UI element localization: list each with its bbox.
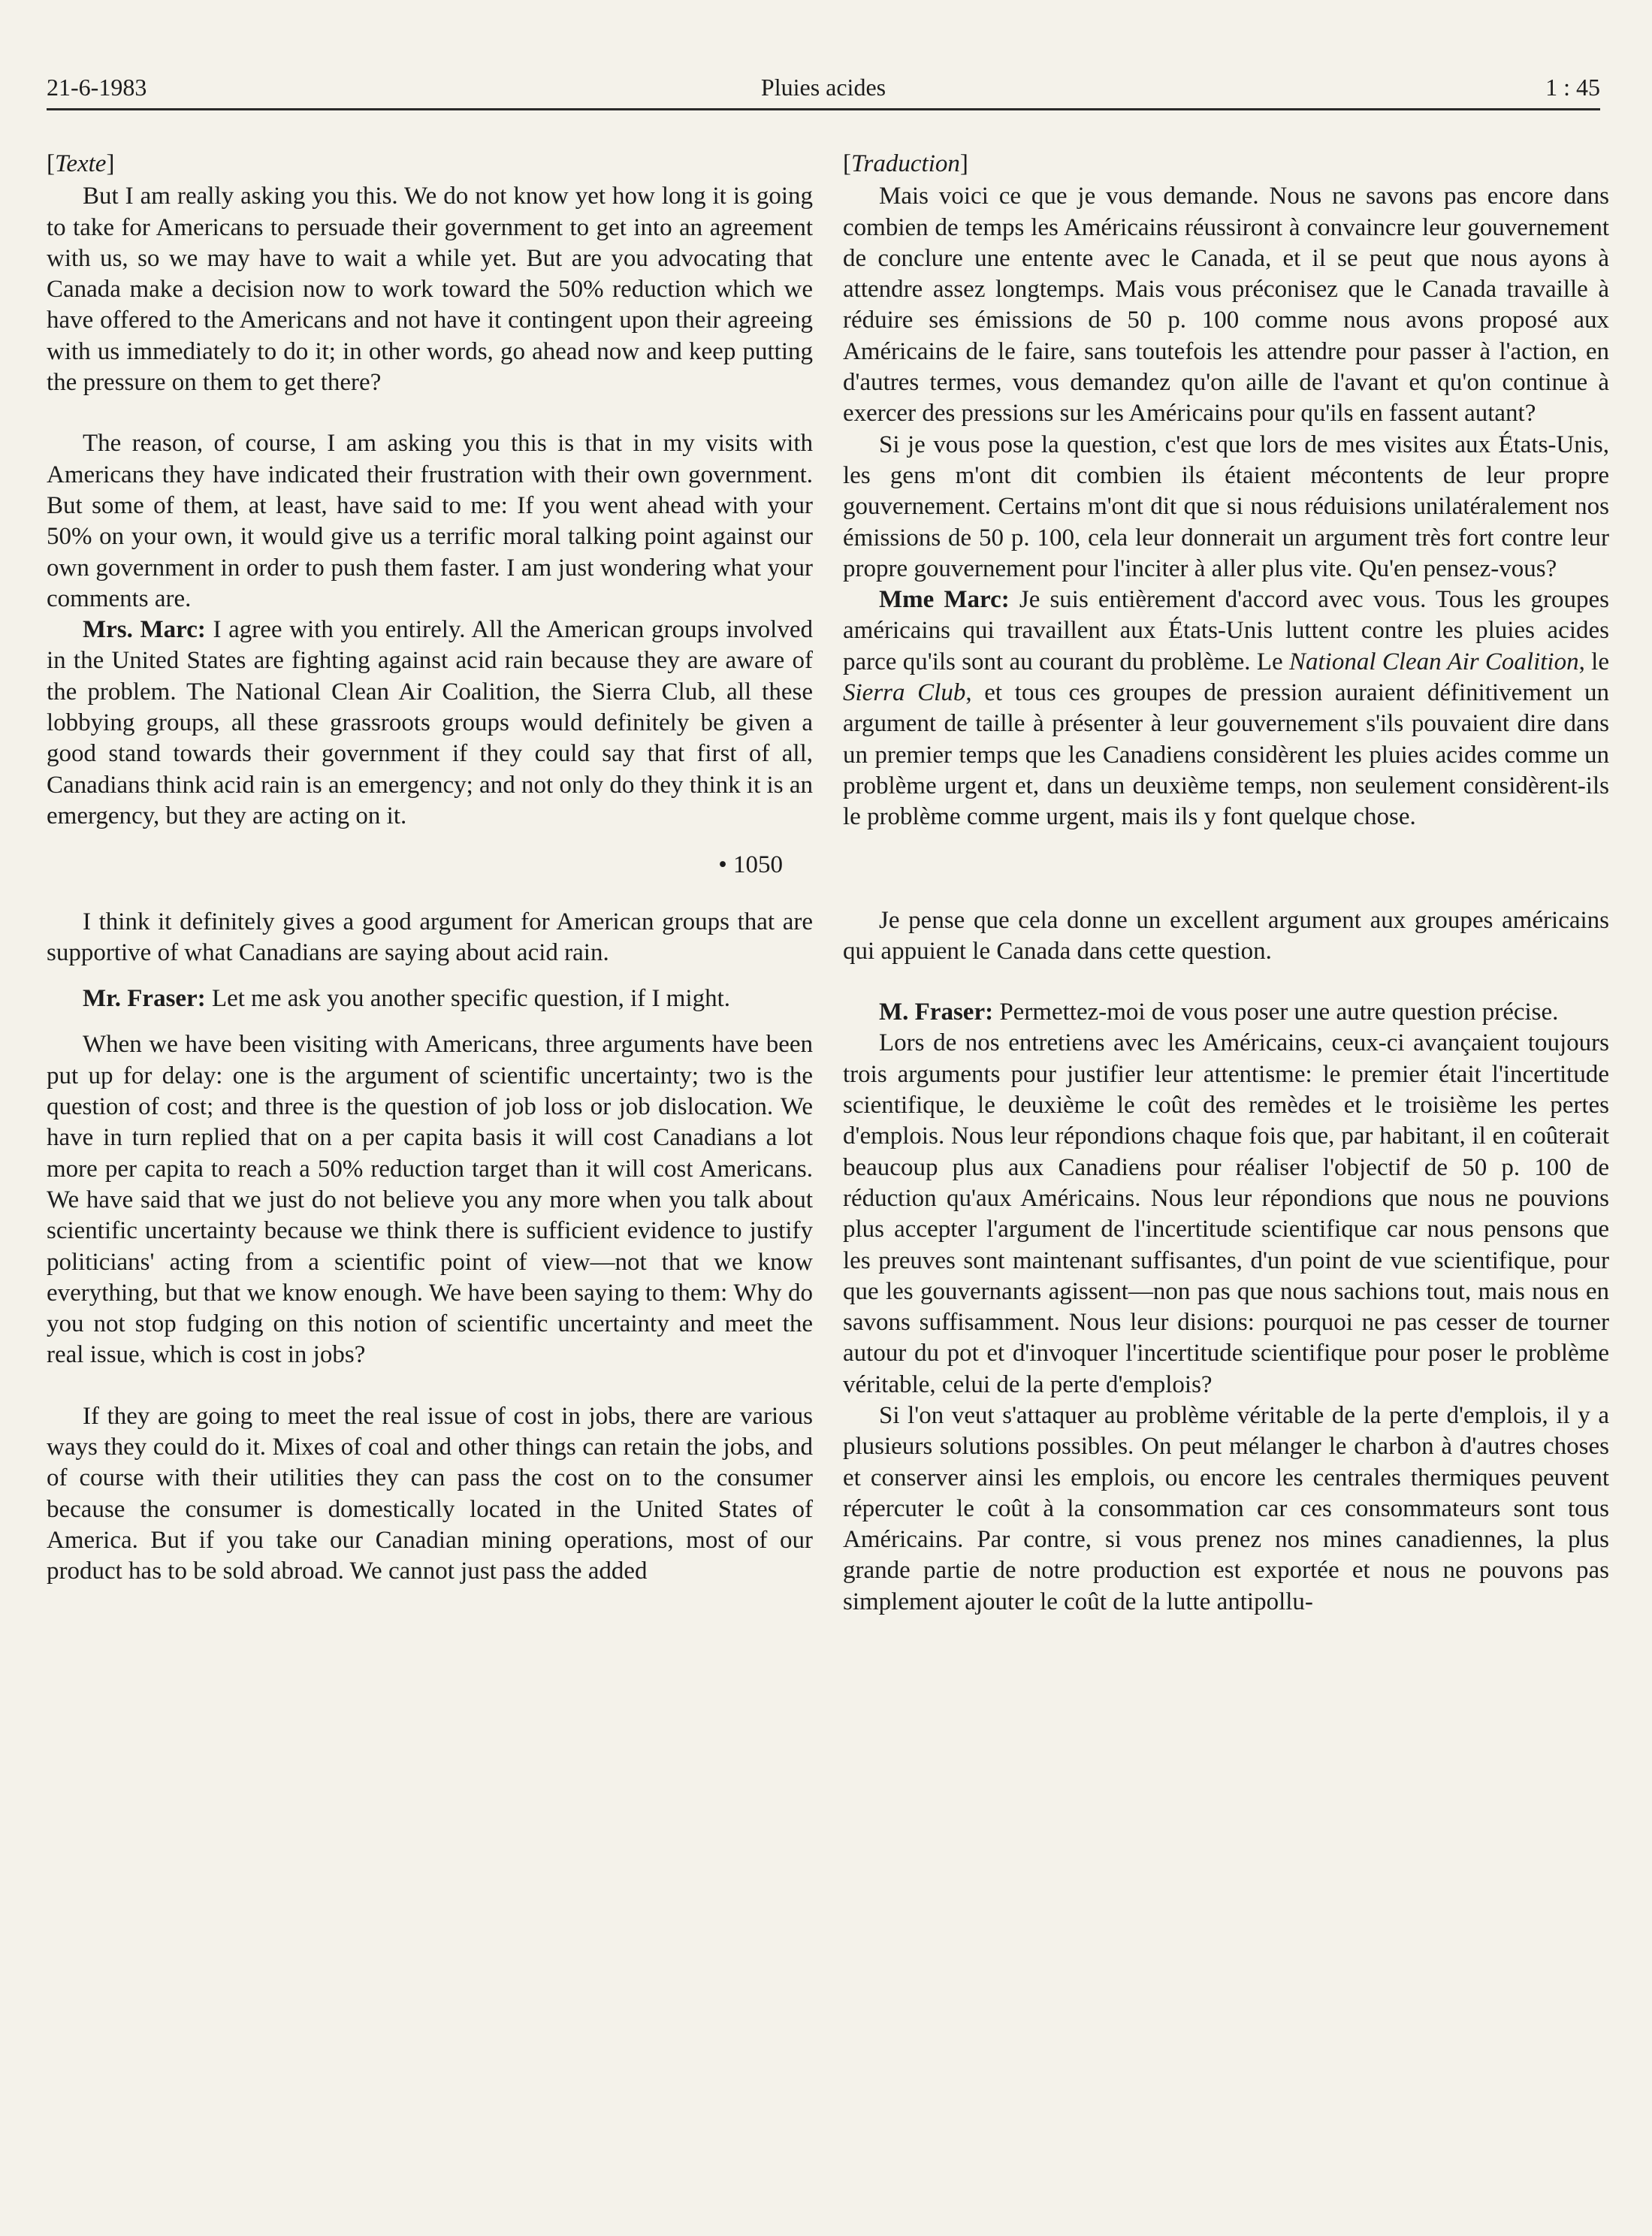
paragraph-text: Let me ask you another specific question, if I might. [205,985,731,1013]
paragraph-text: , le [1578,648,1609,675]
paragraph: Je pense que cela donne un excellent argument aux groupes américains qui appuient le Canada dans cette question. [843,906,1609,965]
paragraph: Mais voici ce que je vous demande. Nous ne savons pas encore dans combien de temps les Américains réussiront à convaincre leur gouvernement de conclure une entente avec le Canada, et il se peut que nous ayons à attendre assez longtemps. Mais vous préconisez que le Canada travaille à réduire ses émissions de 50 p. 100 comme nous avons proposé aux Américains de le faire, sans toutefois les attendre pour passer à l'action, en d'autres termes, vous demandez qu'on aille de l'avant et qu'on continue à exercer des pressions sur les Américains pour qu'ils en fassent autant? [843,183,1609,428]
column-label: [Texte] [47,150,115,177]
header-page-number: 1 : 45 [1545,74,1600,101]
french-column [843,149,1609,1618]
paragraph: Lors de nos entretiens avec les Américains, ceux-ci avançaient toujours trois arguments pour justifier leur attentisme: le premier était l'incertitude scientifique, le deuxième le coût des remèdes et le troisième les pertes d'emplois. Nous leur répondions chaque fois que, par habitant, il en coûterait beaucoup plus aux Canadiens pour réaliser l'objectif de 50 p. 100 de réduction qu'aux Américains. Nous leur répondions que nous ne pouvions plus accepter l'argument de l'incertitude scientifique car nous pensons que les preuves sont maintenant suffisantes, d'un point de vue scientifique, pour que les gouvernants agissent—non pas que nous sachions tout, mais nous en savons suffisamment. Nous leur disions: pourquoi ne pas cesser de tourner autour du pot et d'invoquer l'incertitude scientifique pour poser le problème véritable, celui de la perte d'emplois? [843,1029,1609,1398]
speaker-name: Mme Marc: [879,586,1010,614]
paragraph: But I am really asking you this. We do not know yet how long it is going to take for Americans to persuade their government to get into an agreement with us, so we may have to wait a while yet. But are you advocating that Canada make a decision now to work toward the 50% reduction which we have offered to the Americans and not have it contingent upon their agreeing with us immediately to do it; in other words, go ahead now and keep putting the pressure on them to get there? [47,183,813,397]
paragraph: If they are going to meet the real issue of cost in jobs, there are various ways they could do it. Mixes of coal and other things can retain the jobs, and of course with their utilities they can pass the cost on to the consumer because the consumer is domestically located in the United States of America. But if you take our Canadian mining operations, most of our product has to be sold abroad. We cannot just pass the added [47,1402,813,1585]
organization-name: Sierra Club [843,679,966,707]
paragraph [47,984,813,1014]
paragraph: Si je vous pose la question, c'est que lors de mes visites aux États-Unis, les gens m'ont dit combien ils étaient mécontents de leur propre gouvernement. Certains m'ont dit que si nous réduisions unilatéralement nos émissions de 50 p. 100, cela leur donnerait un argument très fort contre leur propre gouvernement pour l'inciter à aller plus vite. Qu'en pensez-vous? [843,431,1609,582]
header-date: 21-6-1983 [47,74,147,101]
paragraph: When we have been visiting with Americans, three arguments have been put up for delay: one is the argument of scientific uncertainty; two is the question of cost; and three is the question of job loss or job dislocation. We have in turn replied that on a per capita basis it will cost Canadians a lot more per capita to reach a 50% reduction target than it will cost Americans. We have said that we just do not believe you any more when you talk about scientific uncertainty because we think there is sufficient evidence to justify politicians' acting from a scientific point of view—not that we know everything, but that we know enough. We have been saying to them: Why do you not stop fudging on this notion of scientific uncertainty and meet the real issue, which is cost in jobs? [47,1031,813,1369]
paragraph [47,615,813,832]
paragraph [843,585,1609,832]
paragraph [843,997,1609,1028]
paragraph-text: Je suis entièrement d'accord avec vous. Tous les groupes américains qui travaillent aux États-Unis luttent contre les pluies acides parce qu'ils sont au courant du problème. Le [843,586,1609,675]
column-label-text: Traduction [851,150,960,177]
header-title: Pluies acides [760,74,886,101]
speaker-name: Mrs. Marc: [83,616,206,644]
column-label-text: Texte [55,150,107,177]
speaker-name: M. Fraser: [879,999,994,1026]
column-label: [Traduction] [843,150,968,177]
time-marker: • 1050 [718,851,783,879]
page-header [47,74,1600,110]
paragraph-text: Permettez-moi de vous poser une autre question précise. [993,999,1559,1026]
paragraph: The reason, of course, I am asking you this is that in my visits with Americans they have indicated their frustration with their own government. But some of them, at least, have said to me: If you went ahead with your 50% on your own, it would give us a terrific moral talking point against our own government in order to push them faster. I am just wondering what your comments are. [47,430,813,612]
paragraph: I think it definitely gives a good argument for American groups that are supportive of what Canadians are saying about acid rain. [47,908,813,966]
paragraph-text: , et tous ces groupes de pression auraient définitivement un argument de taille à présenter à leur gouvernement s'ils pouvaient dire dans un premier temps que les Canadiens considèrent les pluies acides comme un problème urgent et, dans un deuxième temps, non seulement considèrent-ils le problème comme urgent, mais ils y font quelque chose. [843,679,1609,831]
english-column [47,149,813,1587]
paragraph-text: I agree with you entirely. All the American groups involved in the United States are fighting against acid rain because they are aware of the problem. The National Clean Air Coalition, the Sierra Club, all these lobbying groups, all these grassroots groups would definitely be given a good stand towards their government if they could say that first of all, Canadians think acid rain is an emergency; and not only do they think it is an emergency, but they are acting on it. [47,616,813,829]
paragraph: Si l'on veut s'attaquer au problème véritable de la perte d'emplois, il y a plusieurs solutions possibles. On peut mélanger le charbon à d'autres choses et conserver ainsi les emplois, ou encore les centrales thermiques peuvent répercuter le coût à la consommation car ces consommateurs sont tous Américains. Par contre, si vous prenez nos mines canadiennes, la plus grande partie de notre production est exportée et nous ne pouvons pas simplement ajouter le coût de la lutte antipollu- [843,1401,1609,1615]
organization-name: National Clean Air Coalition [1289,648,1579,675]
speaker-name: Mr. Fraser: [83,985,206,1013]
